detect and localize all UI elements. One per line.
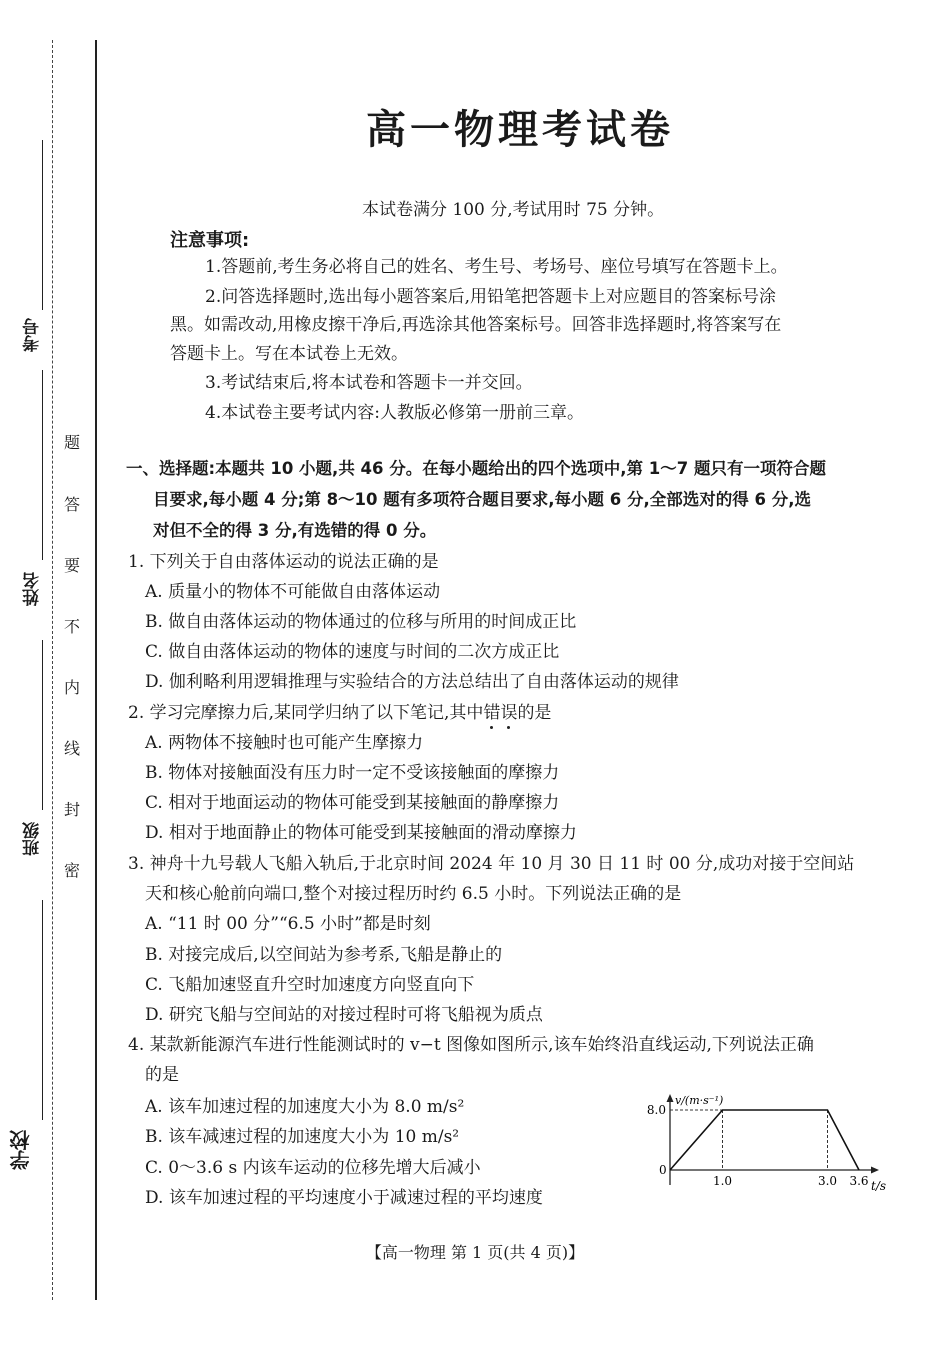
question-option: C. 飞船加速竖直升空时加速度方向竖直向下 bbox=[145, 975, 475, 995]
question-option: D. 相对于地面静止的物体可能受到某接触面的滑动摩擦力 bbox=[145, 823, 577, 843]
question-option: B. 物体对接触面没有压力时一定不受该接触面的摩擦力 bbox=[145, 763, 560, 783]
question-option: A. 质量小的物体不可能做自由落体运动 bbox=[145, 582, 441, 602]
seal-char: 封 bbox=[63, 800, 80, 819]
question-stem: 3. 神舟十九号载人飞船入轨后,于北京时间 2024 年 10 月 30 日 11 时 00 分,成功对接于空间站 bbox=[128, 854, 855, 874]
page-title: 高一物理考试卷 bbox=[366, 107, 674, 153]
margin-field-line-name bbox=[42, 370, 43, 560]
notice-item: 答题卡上。写在本试卷上无效。 bbox=[170, 344, 408, 364]
section-intro: 对但不全的得 3 分,有选错的得 0 分。 bbox=[153, 521, 437, 540]
question-stem bbox=[128, 702, 551, 724]
seal-char: 线 bbox=[63, 739, 80, 758]
question-stem-post: 的是 bbox=[517, 703, 552, 723]
seal-char: 内 bbox=[63, 678, 80, 697]
margin-field-line-exam-number bbox=[42, 140, 43, 310]
question-option: B. 做自由落体运动的物体通过的位移与所用的时间成正比 bbox=[145, 612, 577, 632]
question-option: A. “11 时 00 分”“6.5 小时”都是时刻 bbox=[145, 914, 431, 934]
question-option: C. 相对于地面运动的物体可能受到某接触面的静摩擦力 bbox=[145, 793, 560, 813]
y-axis-arrow bbox=[667, 1094, 674, 1102]
question-option: A. 两物体不接触时也可能产生摩擦力 bbox=[145, 733, 424, 753]
question-stem: 天和核心舱前向端口,整个对接过程历时约 6.5 小时。下列说法正确的是 bbox=[145, 884, 682, 904]
seal-char: 要 bbox=[63, 556, 80, 575]
x-tick-label: 1.0 bbox=[712, 1174, 733, 1188]
page-footer: 【高一物理 第 1 页(共 4 页)】 bbox=[365, 1243, 585, 1262]
question-stem: 4. 某款新能源汽车进行性能测试时的 v−t 图像如图所示,该车始终沿直线运动,下列说法正确 bbox=[128, 1035, 814, 1055]
question-option: C. 0～3.6 s 内该车运动的位移先增大后减小 bbox=[145, 1158, 481, 1178]
question-option: A. 该车加速过程的加速度大小为 8.0 m/s² bbox=[145, 1097, 465, 1117]
question-stem-emphasis bbox=[483, 703, 517, 723]
margin-field-name: 姓名 bbox=[23, 572, 43, 606]
question-option: B. 对接完成后,以空间站为参考系,飞船是静止的 bbox=[145, 945, 503, 965]
section-intro: 目要求,每小题 4 分;第 8～10 题有多项符合题目要求,每小题 6 分,全部选对的得 6 分,选 bbox=[153, 490, 812, 509]
margin-field-school: 学校 bbox=[9, 1130, 33, 1170]
emphasis-char: 误 bbox=[500, 703, 518, 723]
section-intro: 一、选择题:本题共 10 小题,共 46 分。在每小题给出的四个选项中,第 1～7 题只有一项符合题 bbox=[126, 459, 826, 478]
margin-field-exam-number: 考号 bbox=[23, 318, 43, 352]
notice-heading: 注意事项: bbox=[170, 230, 250, 251]
question-option: B. 该车减速过程的加速度大小为 10 m/s² bbox=[145, 1127, 460, 1147]
notice-item: 3.考试结束后,将本试卷和答题卡一并交回。 bbox=[205, 373, 533, 393]
origin-label: 0 bbox=[659, 1163, 667, 1177]
question-option: D. 伽利略利用逻辑推理与实验结合的方法总结出了自由落体运动的规律 bbox=[145, 672, 679, 692]
seal-dashed-line bbox=[52, 40, 53, 1300]
question-stem: 的是 bbox=[145, 1065, 179, 1085]
x-tick-label: 3.0 bbox=[817, 1174, 838, 1188]
margin-border-line bbox=[95, 40, 97, 1300]
velocity-series-line bbox=[670, 1110, 859, 1170]
question-option: D. 研究飞船与空间站的对接过程时可将飞船视为质点 bbox=[145, 1005, 543, 1025]
y-axis-label: v/(m·s⁻¹) bbox=[675, 1094, 724, 1107]
seal-char: 答 bbox=[63, 495, 80, 514]
exam-subtitle: 本试卷满分 100 分,考试用时 75 分钟。 bbox=[362, 200, 665, 220]
y-tick-label: 8.0 bbox=[646, 1103, 666, 1117]
notice-item: 4.本试卷主要考试内容:人教版必修第一册前三章。 bbox=[205, 403, 584, 423]
question-stem: 1. 下列关于自由落体运动的说法正确的是 bbox=[128, 552, 439, 572]
margin-field-class: 班级 bbox=[23, 822, 43, 856]
notice-item: 2.问答选择题时,选出每小题答案后,用铅笔把答题卡上对应题目的答案标号涂 bbox=[205, 287, 777, 307]
margin-field-line-class bbox=[42, 640, 43, 810]
x-tick-label: 3.6 bbox=[849, 1174, 869, 1188]
emphasis-char: 错 bbox=[483, 703, 501, 723]
vt-graph bbox=[645, 1090, 905, 1200]
seal-char: 不 bbox=[63, 617, 80, 636]
margin-field-line-school bbox=[42, 900, 43, 1120]
x-axis-label: t/s bbox=[871, 1179, 887, 1193]
x-axis-arrow bbox=[871, 1167, 879, 1174]
notice-item: 1.答题前,考生务必将自己的姓名、考生号、考场号、座位号填写在答题卡上。 bbox=[205, 257, 788, 277]
notice-item: 黑。如需改动,用橡皮擦干净后,再选涂其他答案标号。回答非选择题时,将答案写在 bbox=[170, 315, 782, 335]
seal-char: 密 bbox=[63, 861, 80, 880]
question-stem-pre: 2. 学习完摩擦力后,某同学归纳了以下笔记,其中 bbox=[128, 703, 484, 723]
question-option: C. 做自由落体运动的物体的速度与时间的二次方成正比 bbox=[145, 642, 560, 662]
seal-char: 题 bbox=[63, 433, 80, 452]
question-option: D. 该车加速过程的平均速度小于减速过程的平均速度 bbox=[145, 1188, 543, 1208]
